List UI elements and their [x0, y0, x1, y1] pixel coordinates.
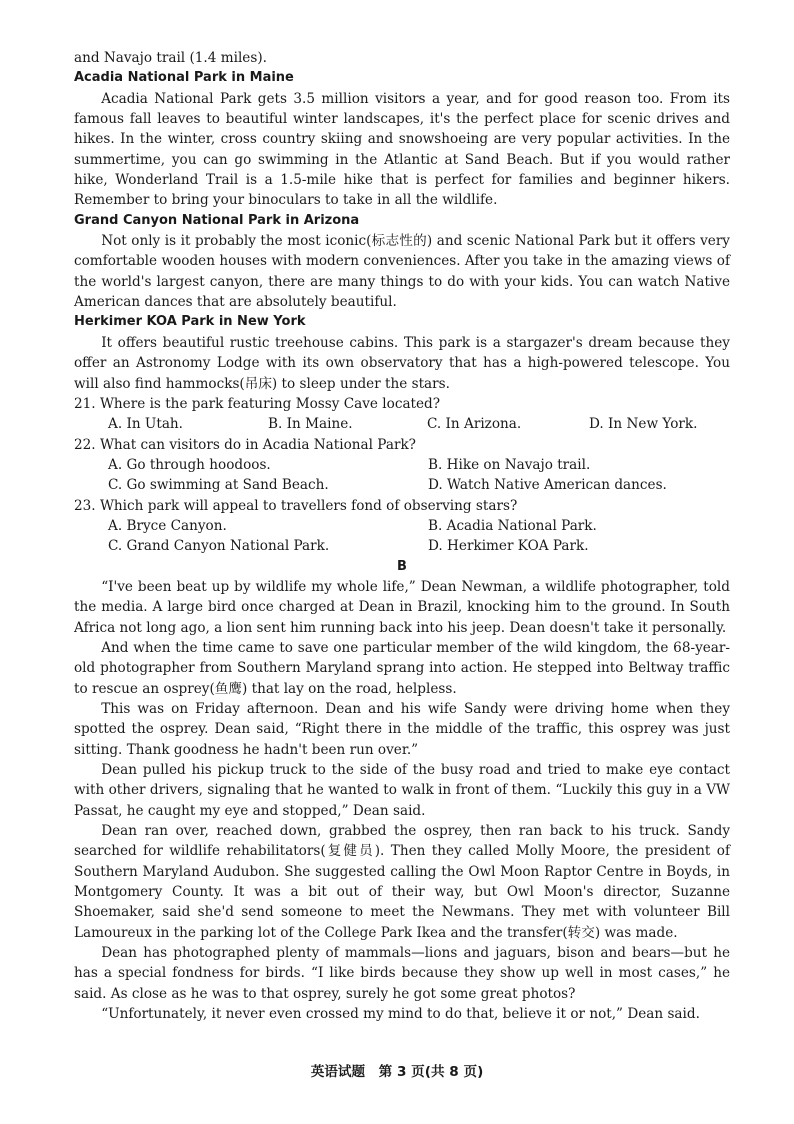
section-b-label: B	[397, 558, 407, 574]
page-footer: 英语试题 第 3 页(共 8 页)	[310, 1064, 484, 1080]
option-b: B. Acadia National Park.	[428, 517, 597, 534]
option-d: D. Herkimer KOA Park.	[428, 538, 589, 555]
passage-b-paragraph: Dean ran over, reached down, grabbed the osprey, then ran back to his truck. Sandy searched for wildlife rehabilitators(复健员). Then they called Molly Moore, the president of Southern Maryland Audubon. She suggested calling the Owl Moon Raptor Centre in Boyds, in Montgomery County. It was a bit out of their way, but Owl Moon's director, Suzanne Shoemaker, said she'd send someone to meet the Newmans. They met with volunteer Bill Lamoureux in the parking lot of the College Park Ikea and the transfer(转交) was made.	[74, 823, 730, 941]
option-c: C. In Arizona.	[427, 416, 522, 433]
passage-b-paragraph: Dean has photographed plenty of mammals—lions and jaguars, bison and bears—but he has a special fondness for birds. “I like birds because they show up well in most cases,” he said. As close as he was to that osprey, surely he got some great photos?	[74, 945, 730, 1002]
options-row	[74, 536, 730, 556]
passage-b-paragraph: And when the time came to save one particular member of the wild kingdom, the 68-year-old photographer from Southern Maryland sprang into action. He stepped into Beltway traffic to rescue an osprey(鱼鹰) that lay on the road, helpless.	[74, 639, 730, 697]
option-d: D. In New York.	[589, 416, 698, 433]
question-22	[74, 435, 730, 496]
option-b: B. In Maine.	[268, 416, 353, 433]
passage-b-paragraph: “Unfortunately, it never even crossed my mind to do that, believe it or not,” Dean said.	[101, 1006, 700, 1023]
park-heading-herkimer: Herkimer KOA Park in New York	[74, 314, 306, 330]
exam-page	[74, 48, 730, 1025]
option-a: A. In Utah.	[108, 416, 184, 433]
park-heading-grand-canyon: Grand Canyon National Park in Arizona	[74, 212, 360, 228]
park-text-grand-canyon: Not only is it probably the most iconic(标志性的) and scenic National Park but it offers very comfortable wooden houses with modern conveniences. After you take in the amazing views of the world's largest canyon, there are many things to do with your kids. You can watch Native American dances that are absolutely beautiful.	[74, 233, 730, 311]
option-c: C. Grand Canyon National Park.	[108, 538, 330, 555]
park-text-acadia: Acadia National Park gets 3.5 million visitors a year, and for good reason too. From its famous fall leaves to beautiful winter landscapes, it's the perfect place for scenic drives and hikes. In the winter, cross country skiing and snowshoeing are very popular activities. In the summertime, you can go swimming in the Atlantic at Sand Beach. But if you would rather hike, Wonderland Trail is a 1.5-mile hike that is perfect for families and beginner hikers. Remember to bring your binoculars to take in all the wildlife.	[74, 90, 730, 209]
option-a: A. Go through hoodoos.	[108, 456, 271, 473]
option-a: A. Bryce Canyon.	[108, 517, 227, 534]
passage-b-paragraph: Dean pulled his pickup truck to the side of the busy road and tried to make eye contact with other drivers, signaling that he wanted to walk in front of them. “Luckily this guy in a VW Passat, he caught my eye and stopped,” Dean said.	[74, 762, 730, 819]
options-row	[74, 475, 730, 495]
options-row	[74, 516, 730, 536]
passage-b-paragraph: This was on Friday afternoon. Dean and his wife Sandy were driving home when they spotted the osprey. Dean said, “Right there in the middle of the traffic, this osprey was just sitting. Thank goodness he hadn't been run over.”	[74, 701, 730, 758]
options-row	[74, 455, 730, 475]
passage-b-paragraph: “I've been beat up by wildlife my whole life,” Dean Newman, a wildlife photographer, told the media. A large bird once charged at Dean in Brazil, knocking him to the ground. In South Africa not long ago, a lion sent him running back into his jeep. Dean doesn't take it personally.	[74, 578, 730, 636]
park-text-herkimer: It offers beautiful rustic treehouse cabins. This park is a stargazer's dream because they offer an Astronomy Lodge with its own observatory that has a high-powered telescope. You will also find hammocks(吊床) to sleep under the stars.	[74, 334, 730, 392]
passage-a-tail: and Navajo trail (1.4 miles).	[74, 50, 267, 66]
option-d: D. Watch Native American dances.	[428, 477, 667, 494]
park-heading-acadia: Acadia National Park in Maine	[74, 70, 294, 86]
question-stem: 21. Where is the park featuring Mossy Cave located?	[74, 395, 441, 412]
question-21	[74, 394, 730, 435]
options-row	[74, 414, 730, 434]
question-stem: 23. Which park will appeal to travellers fond of observing stars?	[74, 497, 518, 514]
question-stem: 22. What can visitors do in Acadia National Park?	[74, 436, 416, 453]
question-23	[74, 496, 730, 557]
option-b: B. Hike on Navajo trail.	[428, 456, 591, 473]
option-c: C. Go swimming at Sand Beach.	[108, 477, 329, 494]
